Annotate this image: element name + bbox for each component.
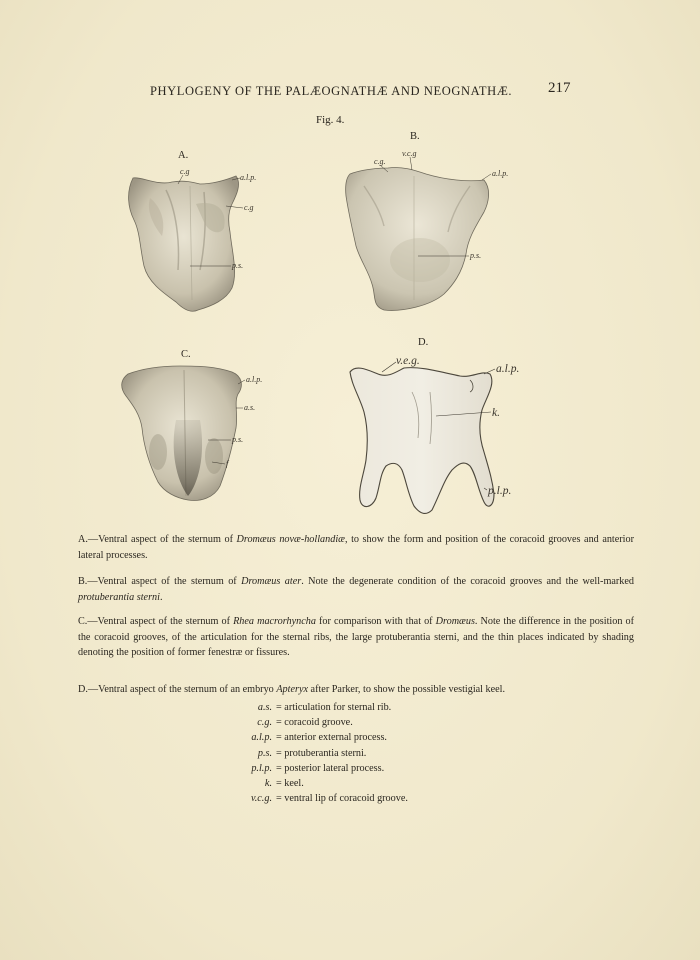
running-head: PHYLOGENY OF THE PALÆOGNATHÆ AND NEOGNATHÆ. — [150, 84, 513, 98]
caption-a-species: Dromæus novæ-hollandiæ — [236, 534, 345, 545]
caption-b-mid: . Note the degenerate condition of the coracoid grooves and the well-marked — [301, 576, 634, 587]
legend-abbr: a.s. — [257, 702, 272, 713]
caption-c-lead: C.—Ventral aspect of the sternum of — [78, 616, 234, 627]
label-c-alp: a.l.p. — [246, 375, 263, 384]
caption-d-rest: after Parker, to show the possible vestigial keel. — [308, 684, 506, 695]
caption-b-lead: B.—Ventral aspect of the sternum of — [78, 576, 242, 587]
caption-a-lead: A.—Ventral aspect of the sternum of — [78, 534, 237, 545]
legend-row — [200, 791, 500, 806]
legend-def: = ventral lip of coracoid groove. — [276, 793, 408, 805]
label-d-alp: a.l.p. — [496, 363, 520, 375]
legend-def: = protuberantia sterni. — [276, 747, 367, 759]
label-c-f: f — [226, 459, 229, 468]
label-b-ps: p.s. — [470, 251, 482, 260]
panel-letter-d: D. — [418, 337, 429, 348]
label-a-cg-side: c.g — [244, 203, 254, 212]
legend-abbr: k. — [264, 778, 272, 790]
panel-letter-c: C. — [181, 349, 191, 360]
label-d-veg: v.e.g. — [396, 355, 420, 367]
figure-label: Fig. 4. — [316, 114, 345, 126]
caption-b-species: Dromæus ater — [241, 576, 302, 587]
caption-d — [78, 682, 634, 698]
caption-c-rest: . Note the difference in the position of the coracoid grooves, of the articulation for the sternal ribs, the large protuberantia sterni, and the thin places indicated by shading denoting the position of former fenestræ or fissures. — [78, 616, 634, 658]
caption-c-species: Rhea macrorhyncha — [233, 616, 316, 627]
caption-a — [78, 532, 634, 563]
label-b-vcg: v.c.g — [402, 149, 417, 158]
legend-abbr: v.c.g. — [250, 793, 272, 805]
label-a-alp: a.l.p. — [240, 173, 257, 182]
sternum-a — [129, 176, 239, 311]
legend-def: = anterior external process. — [276, 732, 387, 744]
caption-c-species2: Dromæus — [435, 616, 475, 627]
legend-row — [200, 761, 500, 776]
legend-row — [200, 730, 500, 745]
legend-def: = coracoid groove. — [276, 717, 353, 729]
page-number: 217 — [548, 80, 571, 96]
caption-b — [78, 574, 634, 605]
caption-d-lead: D.—Ventral aspect of the sternum of an embryo — [78, 684, 277, 695]
label-c-ps: p.s. — [232, 435, 244, 444]
caption-a-rest: , to show the form and position of the coracoid grooves and anterior lateral processes. — [78, 534, 634, 561]
caption-b-term: protuberantia sterni — [78, 591, 160, 603]
legend-row — [200, 746, 500, 761]
panel-letter-a: A. — [178, 150, 189, 161]
label-a-cg-top: c.g — [180, 167, 190, 176]
label-d-k: k. — [492, 407, 500, 419]
sternum-b — [346, 167, 489, 310]
legend-row — [200, 700, 500, 715]
legend-row — [200, 776, 500, 791]
label-d-plp: p.l.p. — [488, 485, 512, 497]
label-a-ps: p.s. — [232, 261, 244, 270]
label-c-as: a.s. — [244, 403, 256, 412]
legend-row — [200, 715, 500, 730]
legend-abbr: p.s. — [257, 747, 272, 759]
caption-c — [78, 614, 634, 661]
abbreviation-legend — [200, 700, 500, 806]
legend-abbr: p.l.p. — [251, 762, 272, 774]
panel-letter-b: B. — [410, 131, 420, 142]
legend-def: = articulation for sternal rib. — [276, 702, 392, 713]
caption-c-mid: for comparison with that of — [315, 616, 436, 627]
label-b-cg: c.g. — [374, 157, 386, 166]
caption-b-end: . — [159, 591, 163, 603]
legend-abbr: c.g. — [257, 717, 272, 729]
legend-def: = keel. — [276, 778, 304, 790]
caption-d-species: Apteryx — [276, 684, 308, 695]
label-b-alp: a.l.p. — [492, 169, 509, 178]
legend-abbr: a.l.p. — [251, 732, 272, 744]
legend-def: = posterior lateral process. — [276, 762, 385, 774]
sternum-c — [122, 366, 242, 500]
sternum-d — [350, 368, 494, 514]
